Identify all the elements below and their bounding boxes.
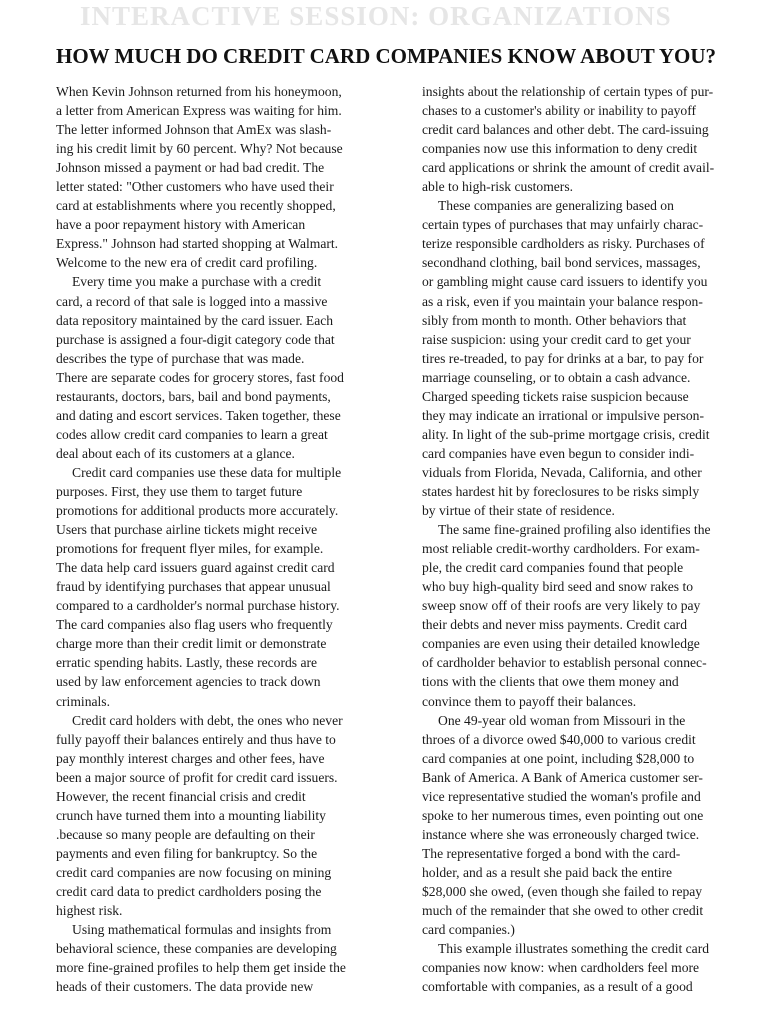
text-line: highest risk. [56,903,123,919]
text-line: credit card balances and other debt. The card-issuing [422,122,709,138]
text-line: states hardest hit by foreclosures to be risks simply [422,483,700,499]
text-line: codes allow credit card companies to learn a great [56,426,328,442]
text-line: who buy high-quality bird seed and snow rakes to [422,579,694,595]
text-line: ple, the credit card companies found that people [422,560,684,576]
text-line: card, a record of that sale is logged into a massive [56,293,328,309]
text-line: holder, and as a result she paid back the entire [422,864,673,880]
text-line: their debts and never miss payments. Credit card [422,617,688,633]
text-line: raise suspicion: using your credit card to get your [422,331,691,347]
text-line: tires re-treaded, to pay for drinks at a bar, to pay for [422,350,704,366]
text-line: charge more than their credit limit or demonstrate [56,636,327,652]
text-line: fraud by identifying purchases that appear unusual [56,579,331,595]
text-line: much of the remainder that she owed to other credit [422,903,704,919]
text-line: able to high-risk customers. [422,179,574,195]
text-line: Johnson missed a payment or had bad credit. The [56,160,325,176]
text-line: as a risk, even if you maintain your balance respon- [422,293,703,309]
text-line: Express." Johnson had started shopping at Walmart. [56,236,339,252]
text-line: insights about the relationship of certain types of pur- [422,84,714,99]
text-line: by virtue of their state of residence. [422,503,615,519]
text-line: spoke to her numerous times, even pointing out one [422,807,704,823]
text-line: card companies have even begun to consider indi- [422,445,695,461]
text-line: criminals. [56,693,110,709]
text-line: card at establishments where you recently shopped, [56,198,336,214]
text-line: The representative forged a bond with the card- [422,845,681,861]
text-line: deal about each of its customers at a glance. [56,445,295,461]
text-line: and dating and escort services. Taken together, these [56,407,341,423]
text-line: secondhand clothing, bail bond services, massages, [422,255,701,271]
article-column-left [56,82,384,996]
text-line: crunch have turned them into a mounting liability [56,807,326,823]
text-line: have a poor repayment history with American [56,217,306,233]
text-line: promotions for additional products more accurately. [56,503,339,519]
text-line: Every time you make a purchase with a credit [72,274,322,290]
text-line: There are separate codes for grocery stores, fast food [56,369,344,385]
text-line: Bank of America. A Bank of America customer ser- [422,769,703,785]
text-line: Using mathematical formulas and insights from [72,922,332,938]
text-line: Welcome to the new era of credit card profiling. [56,255,318,271]
text-line: Credit card companies use these data for multiple [72,464,342,480]
text-line: The same fine-grained profiling also identifies the [438,522,711,538]
text-line: terize responsible cardholders as risky. Purchases of [422,236,705,252]
text-line: The card companies also flag users who frequently [56,617,333,633]
text-line: been a major source of profit for credit card issuers. [56,769,338,785]
text-line: sibly from month to month. Other behaviors that [422,312,687,328]
text-line: describes the type of purchase that was made. [56,350,305,366]
text-line: credit card data to predict cardholders posing the [56,883,322,899]
text-line: instance where she was erroneously charged twice. [422,826,700,842]
text-line: credit card companies are now focusing on mining [56,864,332,880]
text-line: The data help card issuers guard against credit card [56,560,335,576]
text-line: .because so many people are defaulting on their [56,826,315,842]
article-column-right [422,82,748,996]
text-line: used by law enforcement agencies to track down [56,674,321,690]
text-line: comfortable with companies, as a result of a good [422,979,693,995]
text-line: However, the recent financial crisis and credit [56,788,306,804]
text-line: Users that purchase airline tickets might receive [56,522,318,538]
text-line: Credit card holders with debt, the ones who never [72,712,343,728]
text-line: payments and even filing for bankruptcy. So the [56,845,318,861]
text-line: card companies.) [422,922,515,938]
text-line: they may indicate an irrational or impulsive person- [422,407,704,423]
text-line: throes of a divorce owed $40,000 to various credit [422,731,696,747]
text-line: letter stated: "Other customers who have used their [56,179,334,195]
text-line: One 49-year old woman from Missouri in the [438,712,686,728]
text-line: of cardholder behavior to establish personal connec- [422,655,707,671]
text-line: card applications or shrink the amount of credit avail- [422,160,715,176]
text-line: or gambling might cause card issuers to identify you [422,274,708,290]
text-line: compared to a cardholder's normal purchase history. [56,598,340,614]
text-line: marriage counseling, or to obtain a cash advance. [422,369,691,385]
text-line: ality. In light of the sub-prime mortgage crisis, credit [422,426,710,442]
text-line: companies are even using their detailed knowledge [422,636,700,652]
text-line: $28,000 she owed, (even though she failed to repay [422,883,703,899]
text-line: viduals from Florida, Nevada, California, and other [422,464,702,480]
text-line: behavioral science, these companies are developing [56,941,337,957]
text-line: companies now use this information to deny credit [422,141,698,157]
text-line: This example illustrates something the credit card [438,941,710,957]
text-line: most reliable credit-worthy cardholders. For exam- [422,541,700,557]
text-line: certain types of purchases that may unfairly charac- [422,217,704,233]
text-line: sweep snow off of their roofs are very likely to pay [422,598,701,614]
text-line: These companies are generalizing based on [438,198,674,214]
text-line: fully payoff their balances entirely and thus have to [56,731,336,747]
text-line: chases to a customer's ability or inability to payoff [422,103,697,119]
text-line: tions with the clients that owe them money and [422,674,679,690]
text-line: When Kevin Johnson returned from his honeymoon, [56,84,342,99]
text-line: purchase is assigned a four-digit category code that [56,331,335,347]
text-line: more fine-grained profiles to help them get inside the [56,960,346,976]
text-line: heads of their customers. The data provide new [56,979,314,995]
session-banner: INTERACTIVE SESSION: ORGANIZATIONS [80,1,672,31]
text-line: convince them to payoff their balances. [422,693,637,709]
text-line: restaurants, doctors, bars, bail and bond payments, [56,388,331,404]
text-line: ing his credit limit by 60 percent. Why? Not because [56,141,343,157]
text-line: data repository maintained by the card issuer. Each [56,312,334,328]
text-line: pay monthly interest charges and other fees, have [56,750,325,766]
text-line: The letter informed Johnson that AmEx was slash- [56,122,332,138]
article-headline: HOW MUCH DO CREDIT CARD COMPANIES KNOW ABOUT YOU? [56,44,717,68]
text-line: a letter from American Express was waiting for him. [56,103,342,119]
text-line: purposes. First, they use them to target future [56,483,303,499]
text-line: promotions for frequent flyer miles, for example. [56,541,324,557]
text-line: companies now know: when cardholders feel more [422,960,700,976]
text-line: erratic spending habits. Lastly, these records are [56,655,318,671]
text-line: card companies at one point, including $28,000 to [422,750,695,766]
text-line: vice representative studied the woman's profile and [422,788,701,804]
text-line: Charged speeding tickets raise suspicion because [422,388,689,404]
